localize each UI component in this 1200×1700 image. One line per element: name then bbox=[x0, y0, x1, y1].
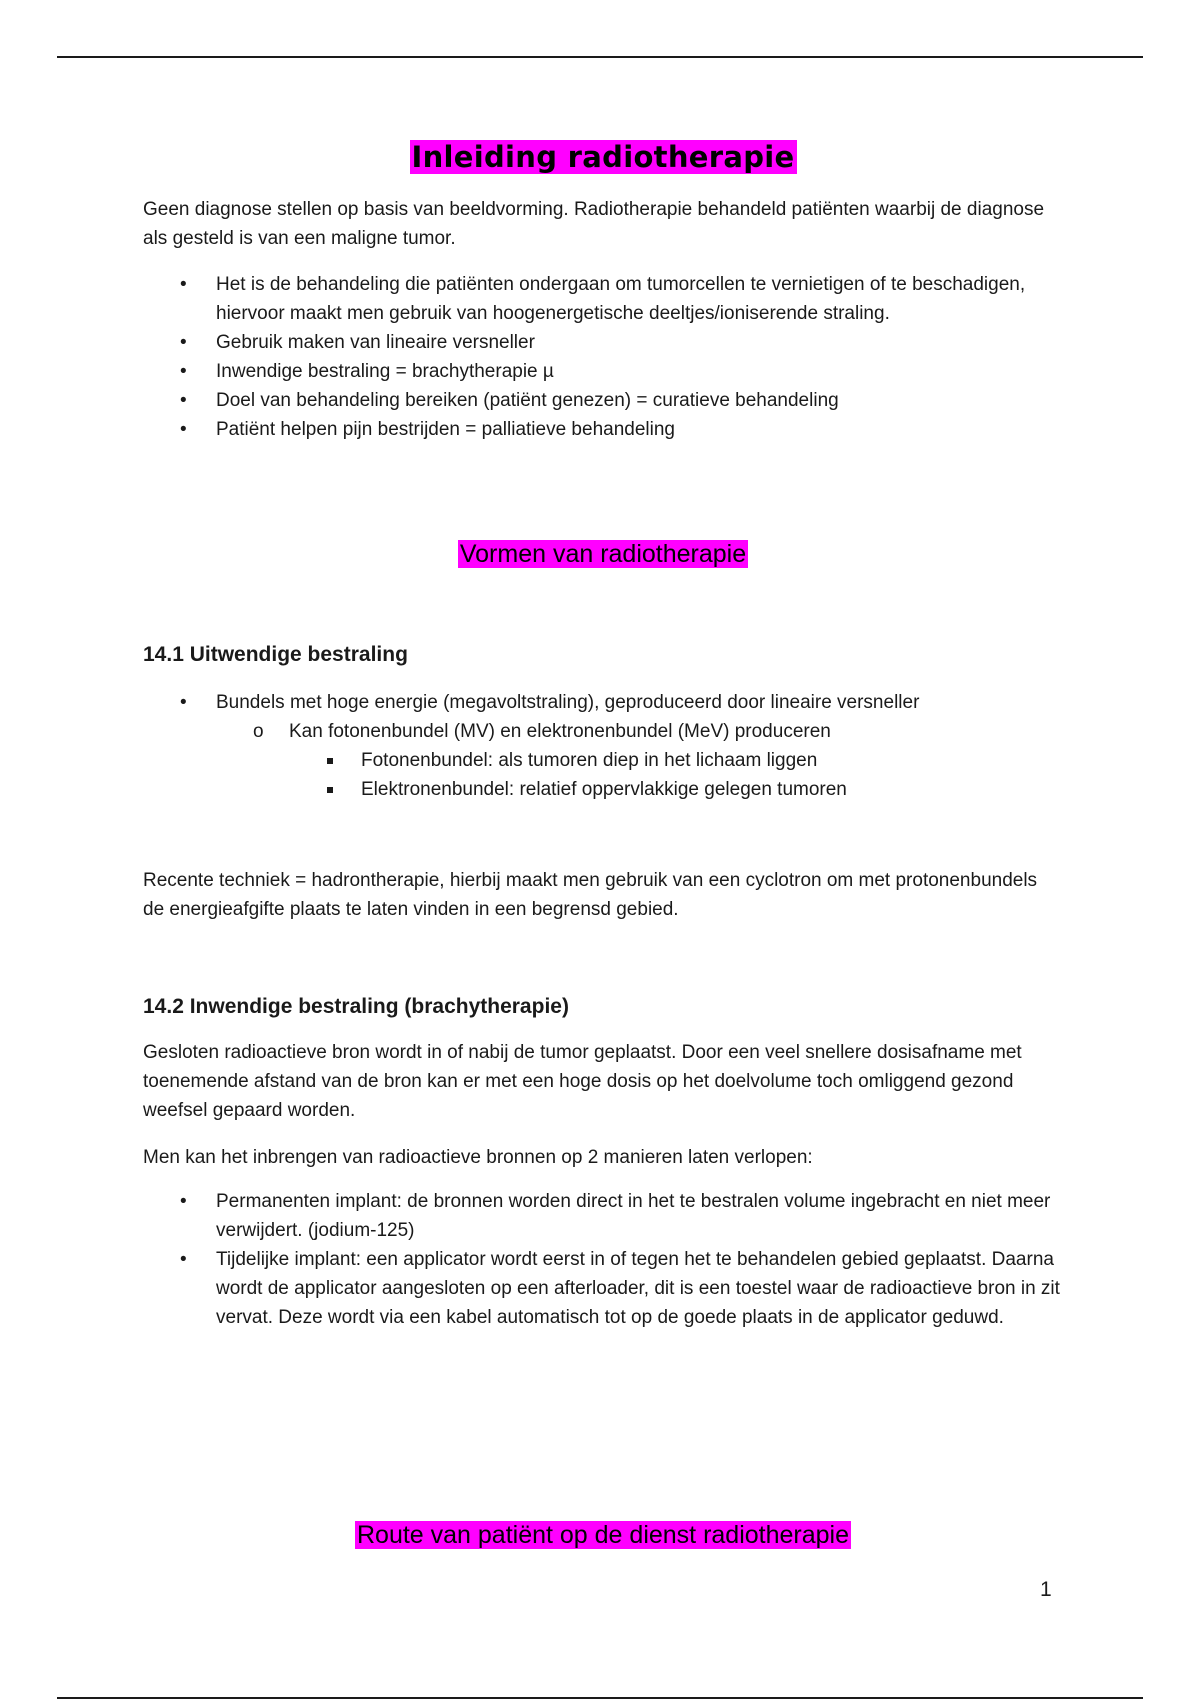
list-item: • Tijdelijke implant: een applicator wordt eerst in of tegen het te behandelen gebied geplaatst. Daarna wordt de applicator aangesloten op een afterloader, dit is een toestel waar de radioactieve bron in zit vervat. Deze wordt via een kabel automatisch tot op de goede plaats in de applicator geduwd. bbox=[143, 1245, 1063, 1332]
square-bullet-icon bbox=[327, 787, 333, 793]
section-heading-14-2: 14.2 Inwendige bestraling (brachytherapie) bbox=[143, 995, 569, 1018]
bullet-icon: • bbox=[180, 1191, 187, 1212]
brachy-methods-intro: Men kan het inbrengen van radioactieve bronnen op 2 manieren laten verlopen: bbox=[143, 1147, 813, 1168]
bullet-icon: • bbox=[180, 419, 187, 440]
list-item: o Kan fotonenbundel (MV) en elektronenbundel (MeV) produceren bbox=[143, 717, 1063, 746]
section-14-2-list bbox=[143, 1187, 1063, 1332]
page-number: 1 bbox=[1040, 1578, 1052, 1601]
brachy-paragraph: Gesloten radioactieve bron wordt in of nabij de tumor geplaatst. Door een veel snellere dosisafname met toenemende afstand van de bron kan er met een hoge dosis op het doelvolume toch omliggend gezond weefsel gepaard worden. bbox=[143, 1042, 1022, 1121]
section-heading-14-1: 14.1 Uitwendige bestraling bbox=[143, 643, 408, 666]
list-item: • Permanenten implant: de bronnen worden direct in het te bestralen volume ingebracht en niet meer verwijdert. (jodium-125) bbox=[143, 1187, 1063, 1245]
title-main-wrap bbox=[143, 140, 1063, 174]
list-item: • Gebruik maken van lineaire versneller bbox=[143, 328, 1063, 357]
footer-rule bbox=[57, 1697, 1143, 1699]
bullet-icon: • bbox=[180, 692, 187, 713]
list-item: • Het is de behandeling die patiënten ondergaan om tumorcellen te vernietigen of te beschadigen, hiervoor maakt men gebruik van hoogenergetische deeltjes/ioniserende straling. bbox=[143, 270, 1063, 328]
list-item: Fotonenbundel: als tumoren diep in het lichaam liggen bbox=[143, 746, 1063, 775]
bullet-icon: • bbox=[180, 361, 187, 382]
list-item: • Bundels met hoge energie (megavoltstraling), geproduceerd door lineaire versneller bbox=[143, 688, 1063, 717]
square-bullet-icon bbox=[327, 758, 333, 764]
bullet-icon: • bbox=[180, 1249, 187, 1270]
section-14-1-list bbox=[143, 688, 1063, 804]
list-item: • Doel van behandeling bereiken (patiënt genezen) = curatieve behandeling bbox=[143, 386, 1063, 415]
list-item: • Inwendige bestraling = brachytherapie µ bbox=[143, 357, 1063, 386]
bullet-icon: • bbox=[180, 390, 187, 411]
title-vormen: Vormen van radiotherapie bbox=[459, 540, 747, 568]
title-vormen-wrap bbox=[143, 540, 1063, 569]
title-route-wrap bbox=[143, 1521, 1063, 1550]
list-item: Elektronenbundel: relatief oppervlakkige gelegen tumoren bbox=[143, 775, 1063, 804]
intro-paragraph: Geen diagnose stellen op basis van beeldvorming. Radiotherapie behandeld patiënten waarbij de diagnose als gesteld is van een maligne tumor. bbox=[143, 199, 1045, 249]
title-route: Route van patiënt op de dienst radiotherapie bbox=[356, 1521, 850, 1549]
title-main: Inleiding radiotherapie bbox=[411, 140, 795, 174]
circle-bullet-icon: o bbox=[253, 721, 264, 742]
bullet-icon: • bbox=[180, 274, 187, 295]
bullet-icon: • bbox=[180, 332, 187, 353]
intro-bullet-list bbox=[143, 270, 1063, 444]
hadrontherapie-paragraph: Recente techniek = hadrontherapie, hierbij maakt men gebruik van een cyclotron om met protonenbundels de energieafgifte plaats te laten vinden in een begrensd gebied. bbox=[143, 870, 1038, 920]
list-item: • Patiënt helpen pijn bestrijden = palliatieve behandeling bbox=[143, 415, 1063, 444]
header-rule bbox=[57, 56, 1143, 58]
